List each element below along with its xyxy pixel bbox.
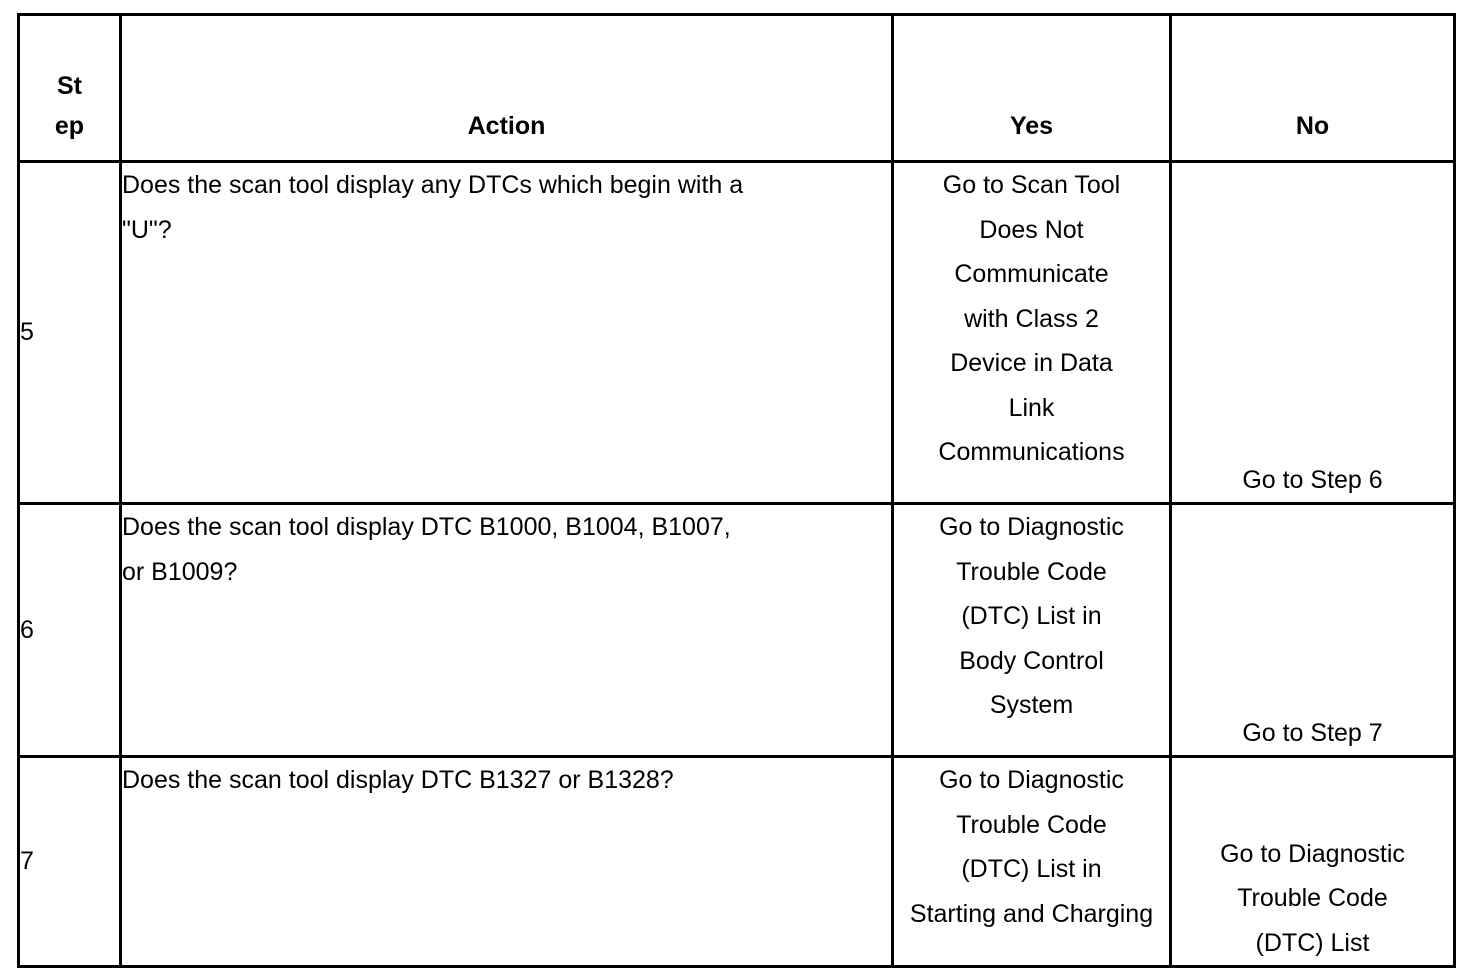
yes-text: Does Not xyxy=(979,215,1084,244)
action-text: Does the scan tool display DTC B1000, B1004, B1007, xyxy=(122,513,731,541)
yes-cell xyxy=(893,757,1171,967)
action-text: or B1009? xyxy=(122,557,238,586)
yes-text: Go to Diagnostic xyxy=(939,513,1124,541)
header-action: Action xyxy=(121,15,893,162)
action-text: Does the scan tool display DTC B1327 or B1328? xyxy=(122,766,674,794)
yes-text: (DTC) List in xyxy=(961,855,1102,883)
step-number: 6 xyxy=(19,504,121,757)
yes-text: (DTC) List in xyxy=(961,602,1102,630)
no-text: Go to Step 6 xyxy=(1242,465,1383,494)
yes-text: Trouble Code xyxy=(956,557,1107,586)
no-text: (DTC) List xyxy=(1255,928,1370,957)
yes-text: Go to Scan Tool xyxy=(942,171,1121,199)
no-cell xyxy=(1171,757,1455,967)
yes-text: Go to Diagnostic xyxy=(939,766,1124,794)
yes-text: with Class 2 xyxy=(964,304,1099,333)
no-text: Go to Step 7 xyxy=(1242,718,1383,747)
header-step-line1: St xyxy=(57,72,82,100)
yes-text: Communications xyxy=(938,438,1125,466)
table-row xyxy=(19,504,1455,757)
yes-text: Body Control xyxy=(959,646,1104,675)
diagnostic-table xyxy=(17,13,1456,968)
action-cell xyxy=(121,504,893,757)
header-step-line2: ep xyxy=(54,112,85,140)
header-row xyxy=(19,15,1455,162)
yes-text: Communicate xyxy=(954,260,1109,288)
yes-text: Device in Data xyxy=(950,349,1113,377)
no-cell xyxy=(1171,162,1455,504)
header-step xyxy=(19,15,121,162)
yes-text: System xyxy=(989,691,1074,719)
action-text: "U"? xyxy=(122,215,172,244)
yes-text: Link xyxy=(1008,393,1055,422)
no-text: Trouble Code xyxy=(1237,884,1388,912)
header-yes: Yes xyxy=(893,15,1171,162)
action-cell xyxy=(121,162,893,504)
step-number: 7 xyxy=(19,757,121,967)
yes-cell xyxy=(893,162,1171,504)
action-text: Does the scan tool display any DTCs which begin with a xyxy=(122,171,744,199)
table-row xyxy=(19,162,1455,504)
yes-cell xyxy=(893,504,1171,757)
yes-text: Trouble Code xyxy=(956,810,1107,839)
table-row xyxy=(19,757,1455,967)
no-cell xyxy=(1171,504,1455,757)
action-cell xyxy=(121,757,893,967)
step-number: 5 xyxy=(19,162,121,504)
yes-text: Starting and Charging xyxy=(909,899,1154,928)
no-text: Go to Diagnostic xyxy=(1220,839,1405,868)
header-no: No xyxy=(1171,15,1455,162)
